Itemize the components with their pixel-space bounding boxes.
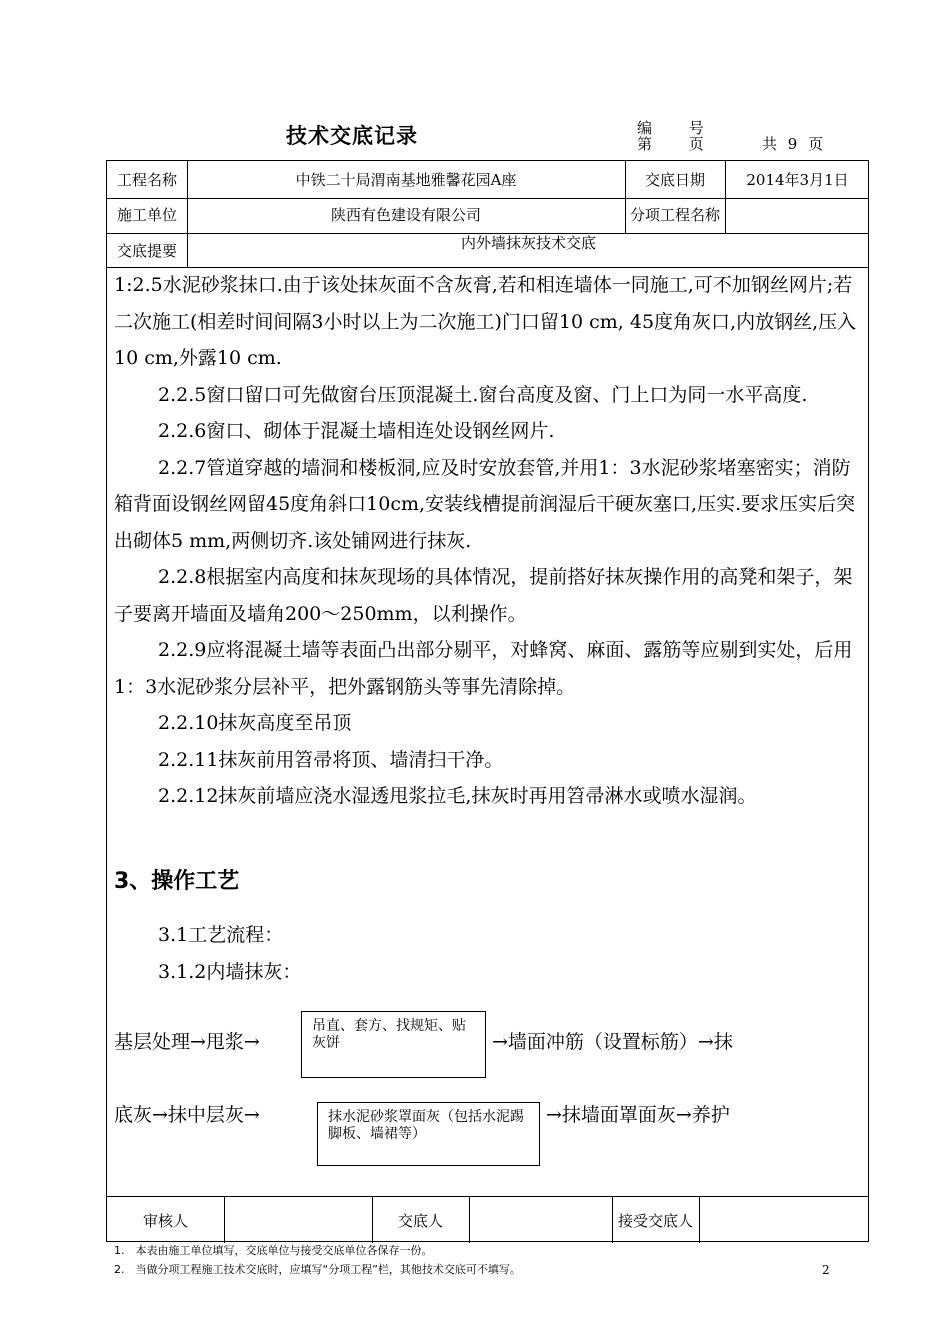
document-title: 技术交底记录 bbox=[286, 123, 418, 148]
date-value: 2014年3月1日 bbox=[746, 171, 849, 189]
paragraph: 2.2.5窗口留口可先做窗台压顶混凝土.窗台高度及窗、门上口为同一水平高度. bbox=[158, 383, 808, 406]
footnote: 2. 当做分项工程施工技术交底时，应填写“分项工程”栏，其他技术交底可不填写。 bbox=[114, 1263, 521, 1276]
flow-step-text: 底灰→抹中层灰→ bbox=[114, 1104, 260, 1126]
page-number: 2 bbox=[822, 1263, 830, 1277]
paragraph: 2.2.10抹灰高度至吊顶 bbox=[158, 712, 352, 734]
section-heading: 3、操作工艺 bbox=[114, 869, 240, 894]
paragraph: 2.2.8根据室内高度和抹灰现场的具体情况，提前搭好抹灰操作用的高凳和架子，架子要离开墙面及墙角200～250mm，以利操作。 bbox=[114, 566, 853, 625]
project-name-label: 工程名称 bbox=[116, 171, 177, 189]
presenter-label: 交底人 bbox=[397, 1212, 443, 1230]
paragraph: 2.2.12抹灰前墙应浇水湿透甩浆拉毛,抹灰时再用笤帚淋水或喷水湿润。 bbox=[158, 785, 757, 807]
body-content bbox=[114, 267, 864, 815]
paragraph: 2.2.9应将混凝土墙等表面凸出部分剔平，对蜂窝、麻面、露筋等应剔到实处，后用1：3水泥砂浆分层补平，把外露钢筋头等事先清除掉。 bbox=[114, 639, 853, 698]
total-pages: 共 9 页 bbox=[762, 135, 824, 153]
col-divider bbox=[224, 1196, 225, 1243]
subsection-heading: 3.1工艺流程： bbox=[158, 924, 284, 946]
paragraph: 2.2.7管道穿越的墙洞和楼板洞,应及时安放套管,并用1：3水泥砂浆堵塞密实；消防箱背面设钢丝网留45度角斜口10cm,安装线槽提前润湿后干硬灰塞口,压实.要求压实后突出砌体5 mm,两侧切齐.该处铺网进行抹灰. bbox=[114, 456, 856, 552]
col-divider bbox=[699, 1196, 700, 1243]
contractor-label: 施工单位 bbox=[116, 206, 177, 224]
date-label: 交底日期 bbox=[644, 171, 705, 189]
receiver-label: 接受交底人 bbox=[617, 1212, 693, 1230]
summary-value: 内外墙抹灰技术交底 bbox=[460, 234, 596, 252]
page-label: 第 页 bbox=[637, 135, 720, 153]
code-label: 编 号 bbox=[637, 119, 720, 137]
flow-step-text: →墙面冲筋（设置标筋）→抹 bbox=[492, 1031, 733, 1053]
paragraph: 2.2.11抹灰前用笤帚将顶、墙清扫干净。 bbox=[158, 748, 504, 771]
flow-box-1: 吊直、套方、找规矩、贴灰饼 bbox=[301, 1011, 486, 1078]
row-divider bbox=[107, 1196, 868, 1197]
subsection-heading: 3.1.2内墙抹灰： bbox=[158, 961, 302, 983]
summary-label: 交底提要 bbox=[116, 242, 177, 260]
flow-step-text: →抹墙面罩面灰→养护 bbox=[546, 1104, 730, 1126]
flow-step-text: 基层处理→甩浆→ bbox=[114, 1031, 260, 1053]
col-divider bbox=[469, 1196, 470, 1243]
reviewer-label: 审核人 bbox=[142, 1212, 188, 1230]
paragraph: 1:2.5水泥砂浆抹口.由于该处抹灰面不含灰膏,若和相连墙体一同施工,可不加钢丝网片;若二次施工(相差时间间隔3小时以上为二次施工)门口留10 cm, 45度角灰口,内放钢丝,压入10 cm,外露10 cm. bbox=[114, 274, 857, 369]
footnote: 1. 本表由施工单位填写，交底单位与接受交底单位各保存一份。 bbox=[114, 1244, 433, 1257]
sub-project-label: 分项工程名称 bbox=[629, 206, 720, 224]
contractor-value: 陕西有色建设有限公司 bbox=[330, 206, 481, 224]
paragraph: 2.2.6窗口、砌体于混凝土墙相连处设钢丝网片. bbox=[158, 420, 555, 442]
row-divider bbox=[107, 198, 868, 199]
project-name-value: 中铁二十局渭南基地雅馨花园A座 bbox=[295, 171, 517, 189]
flow-box-2: 抹水泥砂浆罩面灰（包括水泥踢脚板、墙裙等） bbox=[317, 1102, 540, 1166]
